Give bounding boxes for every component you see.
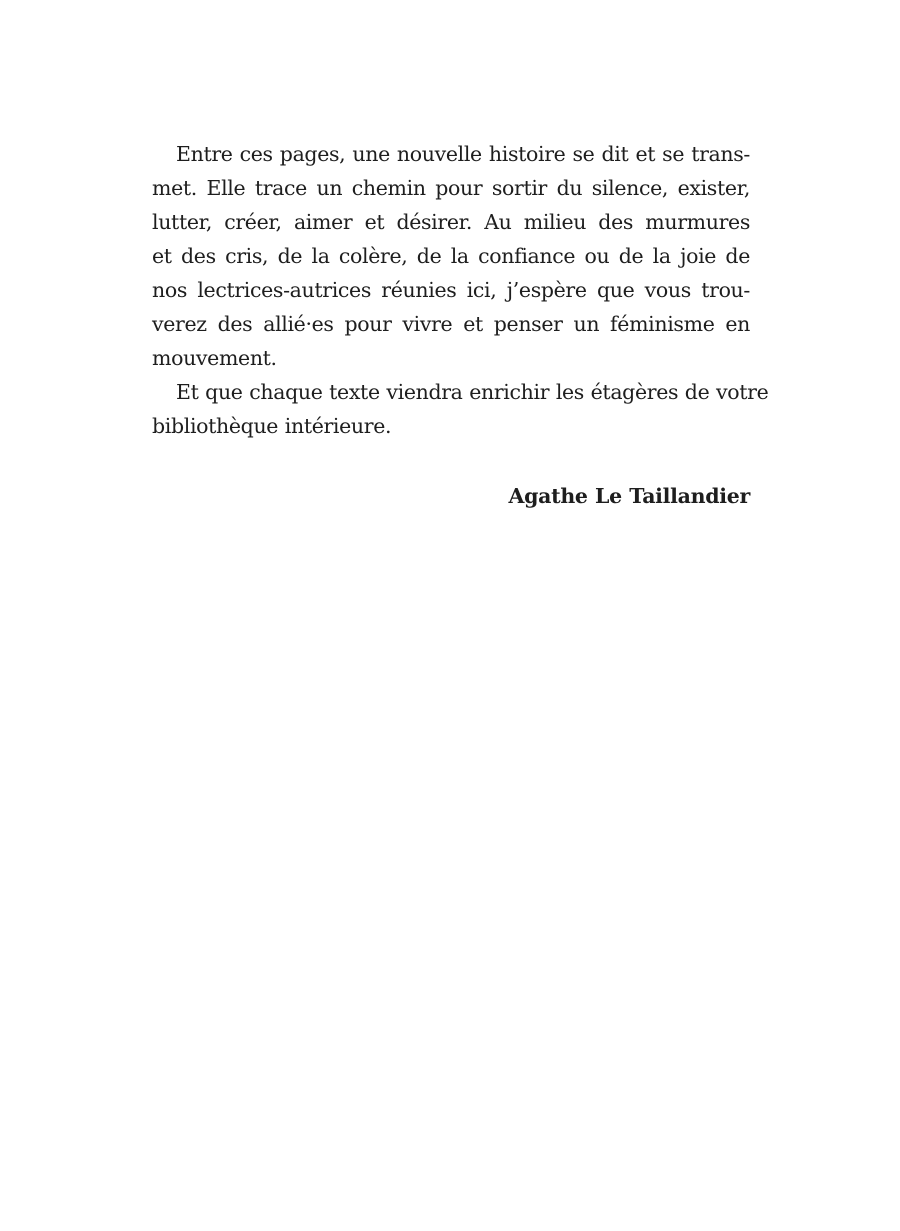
text-line: lutter, créer, aimer et désirer. Au milieu des murmures [152,210,750,234]
text-line: et des cris, de la colère, de la confiance ou de la joie de [152,244,750,268]
paragraph-1 [152,137,750,375]
paragraph-2 [152,375,769,443]
document-page [152,137,769,513]
text-line: Entre ces pages, une nouvelle histoire se dit et se trans- [176,142,750,166]
text-line: mouvement. [152,346,277,370]
text-line: verez des allié·es pour vivre et penser un féminisme en [152,312,750,336]
text-line: nos lectrices-autrices réunies ici, j’espère que vous trou- [152,278,750,302]
text-line: met. Elle trace un chemin pour sortir du silence, exister, [152,176,750,200]
text-line: Et que chaque texte viendra enrichir les étagères de votre [176,380,769,404]
author-signature: Agathe Le Taillandier [508,484,750,508]
text-line: bibliothèque intérieure. [152,414,392,438]
